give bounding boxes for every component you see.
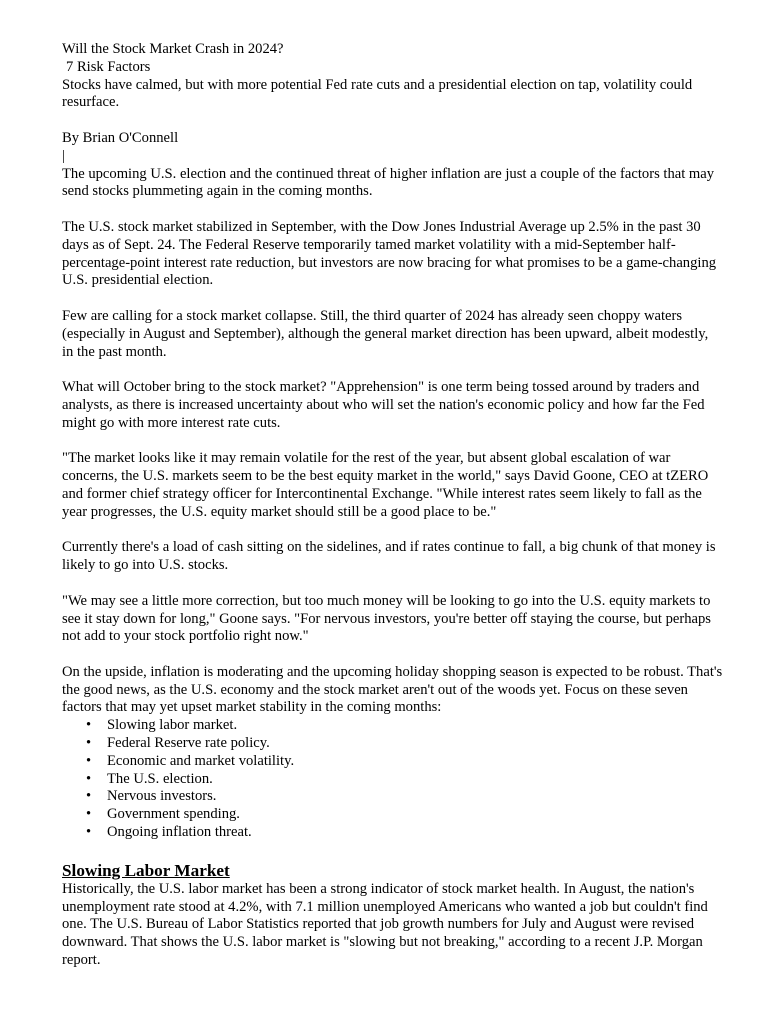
spacer	[62, 201, 723, 219]
paragraph-upside: On the upside, inflation is moderating and the upcoming holiday shopping season is expected to be robust. That's the good news, as the U.S. economy and the stock market aren't out of the woods yet. Focus on these seven factors that may yet upset market stability in the coming months:	[62, 663, 723, 716]
spacer	[62, 433, 723, 451]
bullet-icon: •	[86, 717, 92, 734]
spacer	[62, 575, 723, 593]
section-heading: Slowing Labor Market	[62, 860, 230, 880]
list-item-label: The U.S. election.	[107, 770, 213, 787]
spacer	[62, 112, 723, 130]
bullet-icon: •	[86, 752, 92, 769]
paragraph-few-calling: Few are calling for a stock market collapse. Still, the third quarter of 2024 has already seen choppy waters (especially in August and September), although the general market direction has been upward, albeit modestly, in the past month.	[62, 307, 709, 360]
list-item	[86, 788, 723, 806]
bullet-icon: •	[86, 770, 92, 787]
spacer	[62, 522, 723, 540]
list-item-label: Nervous investors.	[107, 788, 217, 805]
list-item-label: Federal Reserve rate policy.	[107, 735, 270, 752]
spacer	[62, 646, 723, 664]
paragraph-intro: The upcoming U.S. election and the continued threat of higher inflation are just a couple of the factors that may send stocks plummeting again in the coming months.	[62, 165, 715, 200]
section-body: Historically, the U.S. labor market has been a strong indicator of stock market health. In August, the nation's unemployment rate stood at 4.2%, with 7.1 million unemployed Americans who wanted a job but couldn't find one. The U.S. Bureau of Labor Statistics reported that job growth numbers for July and August were revised downward. That shows the U.S. labor market is "slowing but not breaking," according to a recent J.P. Morgan report.	[62, 880, 708, 969]
risk-factor-list	[62, 717, 723, 842]
paragraph-market-stabilized: The U.S. stock market stabilized in September, with the Dow Jones Industrial Average up 2.5% in the past 30 days as of Sept. 24. The Federal Reserve temporarily tamed market volatility with a mid-September half-percentage-point interest rate reduction, but investors are now bracing for what promises to be a game-changing U.S. presidential election.	[62, 218, 717, 289]
list-item-label: Economic and market volatility.	[107, 752, 295, 769]
byline-separator: |	[62, 147, 65, 164]
list-item	[86, 735, 723, 753]
spacer	[62, 361, 723, 379]
paragraph-correction-quote: "We may see a little more correction, but too much money will be looking to go into the U.S. equity markets to see it stay down for long," Goone says. "For nervous investors, you're better off staying the course, but perhaps not add to your stock portfolio right now."	[62, 592, 711, 645]
list-item	[86, 770, 723, 789]
list-item	[86, 717, 723, 735]
paragraph-goone-quote: "The market looks like it may remain volatile for the rest of the year, but absent global escalation of war concerns, the U.S. markets seem to be the best equity market in the world," says David Goone, CEO at tZERO and former chief strategy officer for Intercontinental Exchange. "While interest rates seem likely to fall as the year progresses, the U.S. equity market should still be a good place to be."	[62, 450, 709, 520]
paragraph-cash-sidelines: Currently there's a load of cash sitting on the sidelines, and if rates continue to fall, a big chunk of that money is likely to go into U.S. stocks.	[62, 539, 716, 574]
list-item-label: Slowing labor market.	[107, 717, 238, 734]
bullet-icon: •	[86, 806, 92, 823]
article-title: Will the Stock Market Crash in 2024?	[62, 41, 284, 57]
bullet-icon: •	[86, 735, 92, 752]
list-item	[86, 806, 723, 824]
spacer	[62, 290, 723, 308]
article-subtitle: 7 Risk Factors	[66, 58, 151, 75]
list-item	[86, 824, 723, 842]
list-item-label: Ongoing inflation threat.	[107, 824, 252, 841]
byline: By Brian O'Connell	[62, 129, 179, 146]
list-item-label: Government spending.	[107, 806, 240, 823]
bullet-icon: •	[86, 788, 92, 805]
paragraph-october: What will October bring to the stock market? "Apprehension" is one term being tossed around by traders and analysts, as there is increased uncertainty about who will set the nation's economic policy and how far the Fed might go with more interest rate cuts.	[62, 379, 705, 431]
article-dek: Stocks have calmed, but with more potential Fed rate cuts and a presidential election on tap, volatility could resurface.	[62, 76, 693, 111]
list-item	[86, 752, 723, 771]
bullet-icon: •	[86, 824, 92, 841]
